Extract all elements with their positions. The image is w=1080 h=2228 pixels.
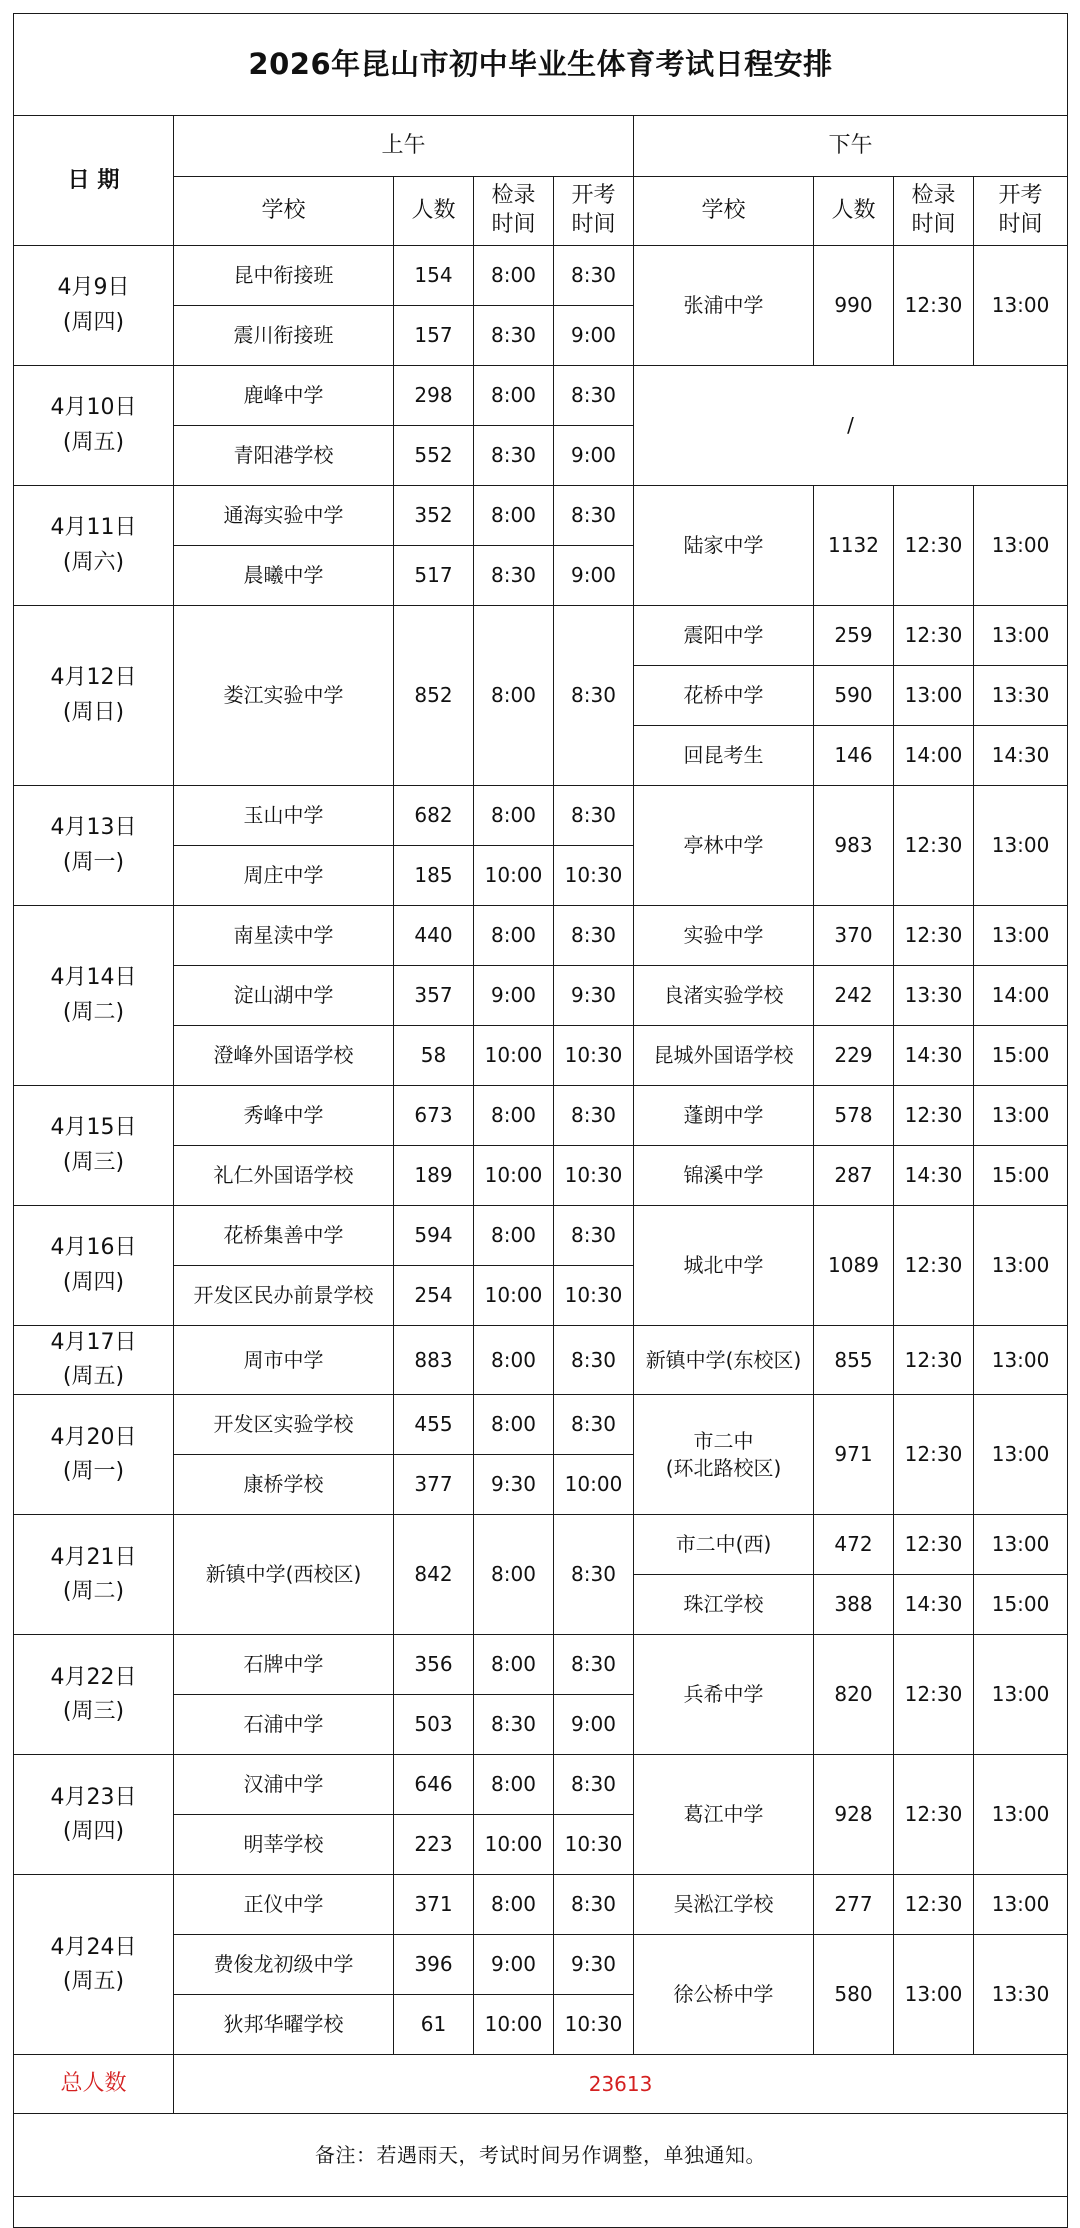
am-checkin-time: 8:30 (474, 546, 554, 606)
am-start-time: 9:00 (554, 426, 634, 486)
am-start-time: 10:30 (554, 1995, 634, 2055)
pm-count: 820 (814, 1635, 894, 1755)
am-start-time: 8:30 (554, 246, 634, 306)
pm-checkin-time: 13:00 (894, 1935, 974, 2055)
pm-school (634, 1395, 814, 1515)
pm-school (634, 1086, 814, 1146)
pm-none: / (634, 366, 1068, 486)
am-start-time: 9:00 (554, 546, 634, 606)
header-pm-start-l2: 时间 (998, 212, 1043, 237)
pm-school (634, 1875, 814, 1935)
date-cell (14, 786, 174, 906)
date-label: 4月13日 (50, 815, 137, 841)
pm-school-name: 新镇中学(东校区) (645, 1347, 802, 1372)
am-count: 254 (394, 1266, 474, 1326)
am-count: 298 (394, 366, 474, 426)
am-checkin-time: 10:00 (474, 846, 554, 906)
header-am-start (554, 177, 634, 246)
weekday-label: (周三) (62, 1698, 125, 1724)
header-am-checkin-l2: 时间 (491, 212, 536, 237)
pm-checkin-time: 13:30 (894, 966, 974, 1026)
pm-school-name: 昆城外国语学校 (653, 1043, 794, 1067)
pm-start-time: 13:00 (974, 1755, 1068, 1875)
pm-school-name: 锦溪中学 (683, 1163, 764, 1187)
pm-count: 287 (814, 1146, 894, 1206)
pm-school (634, 486, 814, 606)
header-am-start-l2: 时间 (571, 212, 616, 237)
am-start-time: 10:30 (554, 1815, 634, 1875)
pm-school (634, 1515, 814, 1575)
pm-start-time: 13:00 (974, 246, 1068, 366)
am-start-time: 10:30 (554, 1146, 634, 1206)
am-start-time: 8:30 (554, 1395, 634, 1455)
pm-checkin-time: 12:30 (894, 606, 974, 666)
am-count: 842 (394, 1515, 474, 1635)
pm-count: 928 (814, 1755, 894, 1875)
pm-school (634, 1206, 814, 1326)
pm-school (634, 606, 814, 666)
header-morning: 上午 (174, 116, 634, 177)
pm-checkin-time: 14:00 (894, 726, 974, 786)
am-start-time: 8:30 (554, 1206, 634, 1266)
pm-count: 370 (814, 906, 894, 966)
weekday-label: (周三) (62, 1149, 125, 1175)
am-count: 356 (394, 1635, 474, 1695)
note: 备注：若遇雨天，考试时间另作调整，单独通知。 (14, 2114, 1068, 2197)
pm-checkin-time: 12:30 (894, 1515, 974, 1575)
pm-checkin-time: 14:30 (894, 1146, 974, 1206)
am-count: 503 (394, 1695, 474, 1755)
pm-school-name: 市二中 (693, 1428, 754, 1453)
date-cell (14, 366, 174, 486)
pm-school (634, 1635, 814, 1755)
table-row (14, 1395, 1068, 1455)
pm-checkin-time: 12:30 (894, 1875, 974, 1935)
pm-count: 990 (814, 246, 894, 366)
date-cell (14, 1515, 174, 1635)
pm-start-time: 13:00 (974, 1206, 1068, 1326)
schedule-table (13, 13, 1068, 2228)
date-label: 4月24日 (50, 1934, 137, 1960)
am-school: 玉山中学 (174, 786, 394, 846)
am-checkin-time: 8:00 (474, 1326, 554, 1395)
am-start-time: 10:30 (554, 846, 634, 906)
total-label: 总人数 (14, 2055, 174, 2114)
am-count: 396 (394, 1935, 474, 1995)
am-count: 594 (394, 1206, 474, 1266)
am-school: 淀山湖中学 (174, 966, 394, 1026)
table-row (14, 366, 1068, 426)
date-cell (14, 1206, 174, 1326)
total-value: 23613 (174, 2055, 1068, 2114)
am-count: 371 (394, 1875, 474, 1935)
pm-school (634, 1326, 814, 1395)
date-label: 4月10日 (50, 395, 137, 421)
am-count: 352 (394, 486, 474, 546)
am-count: 154 (394, 246, 474, 306)
header-pm-count: 人数 (814, 177, 894, 246)
pm-school-campus: (环北路校区) (665, 1455, 782, 1480)
am-start-time: 8:30 (554, 486, 634, 546)
am-start-time: 10:00 (554, 1455, 634, 1515)
table-row (14, 486, 1068, 546)
pm-checkin-time: 14:30 (894, 1575, 974, 1635)
pm-start-time: 15:00 (974, 1146, 1068, 1206)
date-cell (14, 1395, 174, 1515)
pm-count: 983 (814, 786, 894, 906)
pm-start-time: 15:00 (974, 1026, 1068, 1086)
pm-school-name: 回昆考生 (683, 743, 764, 767)
pm-count: 146 (814, 726, 894, 786)
am-count: 377 (394, 1455, 474, 1515)
weekday-label: (周六) (62, 549, 125, 575)
table-row (14, 906, 1068, 966)
am-count: 185 (394, 846, 474, 906)
am-school: 新镇中学(西校区) (174, 1515, 394, 1635)
date-cell (14, 1326, 174, 1395)
pm-school-name: 珠江学校 (683, 1592, 764, 1617)
date-label: 4月14日 (50, 965, 137, 991)
pm-school-name: 良渚实验学校 (663, 983, 784, 1007)
am-checkin-time: 8:00 (474, 1875, 554, 1935)
am-start-time: 9:00 (554, 1695, 634, 1755)
pm-school-name: 徐公桥中学 (673, 1982, 774, 2007)
am-checkin-time: 9:30 (474, 1455, 554, 1515)
am-school: 南星渎中学 (174, 906, 394, 966)
date-cell (14, 1875, 174, 2055)
am-start-time: 10:30 (554, 1266, 634, 1326)
am-count: 157 (394, 306, 474, 366)
header-date: 日 期 (14, 116, 174, 246)
am-school: 秀峰中学 (174, 1086, 394, 1146)
am-start-time: 8:30 (554, 1515, 634, 1635)
pm-school-name: 亭林中学 (683, 833, 764, 857)
pm-count: 1089 (814, 1206, 894, 1326)
am-checkin-time: 10:00 (474, 1995, 554, 2055)
pm-start-time: 13:00 (974, 486, 1068, 606)
pm-checkin-time: 12:30 (894, 1326, 974, 1395)
table-row (14, 1635, 1068, 1695)
date-label: 4月9日 (57, 275, 130, 301)
am-school: 汉浦中学 (174, 1755, 394, 1815)
pm-checkin-time: 12:30 (894, 486, 974, 606)
am-checkin-time: 10:00 (474, 1026, 554, 1086)
table-row (14, 1515, 1068, 1575)
page-title: 2026年昆山市初中毕业生体育考试日程安排 (14, 14, 1068, 116)
schedule-body (14, 246, 1068, 2055)
am-school: 澄峰外国语学校 (174, 1026, 394, 1086)
am-checkin-time: 8:00 (474, 1635, 554, 1695)
pm-count: 242 (814, 966, 894, 1026)
header-am-start-l1: 开考 (571, 183, 616, 209)
table-row (14, 606, 1068, 666)
date-label: 4月12日 (50, 665, 137, 691)
pm-school-name: 城北中学 (683, 1253, 764, 1277)
pm-checkin-time: 12:30 (894, 1755, 974, 1875)
pm-checkin-time: 12:30 (894, 786, 974, 906)
am-checkin-time: 8:30 (474, 426, 554, 486)
date-cell (14, 1755, 174, 1875)
am-checkin-time: 8:30 (474, 306, 554, 366)
am-start-time: 8:30 (554, 366, 634, 426)
am-school: 正仪中学 (174, 1875, 394, 1935)
pm-school-name: 花桥中学 (683, 683, 764, 707)
am-school: 石牌中学 (174, 1635, 394, 1695)
weekday-label: (周一) (62, 1458, 125, 1484)
am-school: 娄江实验中学 (174, 606, 394, 786)
date-cell (14, 906, 174, 1086)
header-pm-start-l1: 开考 (998, 183, 1043, 209)
am-school: 周市中学 (174, 1326, 394, 1395)
pm-checkin-time: 13:00 (894, 666, 974, 726)
weekday-label: (周四) (62, 309, 125, 335)
am-school: 开发区民办前景学校 (174, 1266, 394, 1326)
am-start-time: 9:30 (554, 966, 634, 1026)
pm-count: 971 (814, 1395, 894, 1515)
pm-school-name: 吴淞江学校 (673, 1892, 774, 1917)
pm-school-name: 实验中学 (683, 923, 764, 947)
pm-start-time: 13:00 (974, 1515, 1068, 1575)
am-start-time: 8:30 (554, 1635, 634, 1695)
am-school: 鹿峰中学 (174, 366, 394, 426)
am-school: 狄邦华曜学校 (174, 1995, 394, 2055)
am-checkin-time: 8:00 (474, 486, 554, 546)
pm-checkin-time: 12:30 (894, 1086, 974, 1146)
am-checkin-time: 8:00 (474, 906, 554, 966)
am-count: 646 (394, 1755, 474, 1815)
weekday-label: (周五) (62, 1364, 125, 1390)
am-start-time: 10:30 (554, 1026, 634, 1086)
am-school: 震川衔接班 (174, 306, 394, 366)
table-row (14, 786, 1068, 846)
am-checkin-time: 8:00 (474, 1515, 554, 1635)
am-school: 费俊龙初级中学 (174, 1935, 394, 1995)
am-school: 花桥集善中学 (174, 1206, 394, 1266)
pm-school (634, 1935, 814, 2055)
am-count: 440 (394, 906, 474, 966)
am-checkin-time: 10:00 (474, 1146, 554, 1206)
pm-start-time: 15:00 (974, 1575, 1068, 1635)
date-label: 4月17日 (50, 1330, 137, 1355)
table-row (14, 246, 1068, 306)
pm-start-time: 14:00 (974, 966, 1068, 1026)
header-am-checkin-l1: 检录 (491, 183, 536, 209)
pm-count: 580 (814, 1935, 894, 2055)
pm-start-time: 13:00 (974, 786, 1068, 906)
am-count: 517 (394, 546, 474, 606)
date-label: 4月20日 (50, 1424, 137, 1450)
weekday-label: (周日) (62, 699, 125, 725)
pm-start-time: 13:30 (974, 666, 1068, 726)
am-count: 58 (394, 1026, 474, 1086)
date-cell (14, 1635, 174, 1755)
am-checkin-time: 8:30 (474, 1695, 554, 1755)
pm-school (634, 1575, 814, 1635)
am-checkin-time: 9:00 (474, 1935, 554, 1995)
pm-school (634, 1755, 814, 1875)
header-am-count: 人数 (394, 177, 474, 246)
table-row (14, 1326, 1068, 1395)
pm-start-time: 14:30 (974, 726, 1068, 786)
am-start-time: 9:30 (554, 1935, 634, 1995)
schedule-sheet (13, 13, 1067, 2228)
am-start-time: 8:30 (554, 1086, 634, 1146)
am-school: 晨曦中学 (174, 546, 394, 606)
am-checkin-time: 8:00 (474, 1755, 554, 1815)
am-start-time: 8:30 (554, 906, 634, 966)
table-row (14, 1086, 1068, 1146)
pm-start-time: 13:00 (974, 906, 1068, 966)
table-row (14, 1755, 1068, 1815)
header-pm-checkin-l1: 检录 (911, 183, 956, 209)
am-start-time: 8:30 (554, 1755, 634, 1815)
am-checkin-time: 8:00 (474, 1086, 554, 1146)
am-start-time: 8:30 (554, 786, 634, 846)
pm-school (634, 1026, 814, 1086)
pm-school (634, 786, 814, 906)
am-checkin-time: 8:00 (474, 1395, 554, 1455)
weekday-label: (周五) (62, 429, 125, 455)
date-label: 4月16日 (50, 1235, 137, 1261)
pm-school-name: 葛江中学 (683, 1802, 764, 1827)
weekday-label: (周二) (62, 1578, 125, 1604)
weekday-label: (周四) (62, 1818, 125, 1844)
pm-school-name: 震阳中学 (683, 623, 764, 647)
pm-school (634, 726, 814, 786)
pm-count: 388 (814, 1575, 894, 1635)
pm-school-name: 市二中(西) (675, 1532, 772, 1557)
weekday-label: (周一) (62, 849, 125, 875)
header-am-school: 学校 (174, 177, 394, 246)
header-pm-checkin (894, 177, 974, 246)
am-checkin-time: 8:00 (474, 606, 554, 786)
pm-start-time: 13:00 (974, 1635, 1068, 1755)
date-label: 4月11日 (50, 515, 137, 541)
header-pm-school: 学校 (634, 177, 814, 246)
am-checkin-time: 10:00 (474, 1815, 554, 1875)
am-start-time: 9:00 (554, 306, 634, 366)
am-checkin-time: 8:00 (474, 366, 554, 426)
am-checkin-time: 8:00 (474, 786, 554, 846)
pm-count: 855 (814, 1326, 894, 1395)
pm-school-name: 陆家中学 (683, 533, 764, 557)
am-count: 852 (394, 606, 474, 786)
weekday-label: (周二) (62, 999, 125, 1025)
pm-school (634, 666, 814, 726)
am-start-time: 8:30 (554, 1326, 634, 1395)
date-cell (14, 486, 174, 606)
am-count: 552 (394, 426, 474, 486)
weekday-label: (周四) (62, 1269, 125, 1295)
am-school: 青阳港学校 (174, 426, 394, 486)
pm-checkin-time: 12:30 (894, 906, 974, 966)
header-am-checkin (474, 177, 554, 246)
table-row (14, 1875, 1068, 1935)
header-pm-checkin-l2: 时间 (911, 212, 956, 237)
pm-count: 259 (814, 606, 894, 666)
pm-count: 578 (814, 1086, 894, 1146)
weekday-label: (周五) (62, 1968, 125, 1994)
pm-checkin-time: 12:30 (894, 1635, 974, 1755)
am-school: 康桥学校 (174, 1455, 394, 1515)
am-count: 357 (394, 966, 474, 1026)
pm-school-name: 张浦中学 (683, 293, 764, 317)
footer-strip (14, 2197, 1068, 2228)
table-row (14, 1206, 1068, 1266)
pm-count: 229 (814, 1026, 894, 1086)
pm-start-time: 13:00 (974, 1395, 1068, 1515)
pm-school (634, 966, 814, 1026)
pm-checkin-time: 12:30 (894, 246, 974, 366)
pm-school-name: 蓬朗中学 (683, 1103, 764, 1127)
am-school: 明莘学校 (174, 1815, 394, 1875)
am-school: 石浦中学 (174, 1695, 394, 1755)
am-school: 周庄中学 (174, 846, 394, 906)
am-count: 682 (394, 786, 474, 846)
header-pm-start (974, 177, 1068, 246)
pm-checkin-time: 12:30 (894, 1206, 974, 1326)
date-label: 4月23日 (50, 1784, 137, 1810)
am-school: 开发区实验学校 (174, 1395, 394, 1455)
am-count: 189 (394, 1146, 474, 1206)
pm-start-time: 13:00 (974, 1086, 1068, 1146)
pm-start-time: 13:00 (974, 1875, 1068, 1935)
am-start-time: 8:30 (554, 1875, 634, 1935)
pm-count: 590 (814, 666, 894, 726)
am-school: 昆中衔接班 (174, 246, 394, 306)
am-start-time: 8:30 (554, 606, 634, 786)
am-count: 455 (394, 1395, 474, 1455)
am-count: 61 (394, 1995, 474, 2055)
pm-start-time: 13:30 (974, 1935, 1068, 2055)
date-label: 4月21日 (50, 1544, 137, 1570)
date-label: 4月15日 (50, 1115, 137, 1141)
date-cell (14, 606, 174, 786)
pm-school (634, 906, 814, 966)
am-count: 673 (394, 1086, 474, 1146)
am-checkin-time: 10:00 (474, 1266, 554, 1326)
pm-count: 1132 (814, 486, 894, 606)
pm-start-time: 13:00 (974, 606, 1068, 666)
am-checkin-time: 8:00 (474, 1206, 554, 1266)
am-count: 223 (394, 1815, 474, 1875)
pm-count: 472 (814, 1515, 894, 1575)
pm-checkin-time: 14:30 (894, 1026, 974, 1086)
pm-start-time: 13:00 (974, 1326, 1068, 1395)
am-checkin-time: 8:00 (474, 246, 554, 306)
pm-school-name: 兵希中学 (683, 1682, 764, 1707)
pm-school (634, 1146, 814, 1206)
pm-school (634, 246, 814, 366)
am-count: 883 (394, 1326, 474, 1395)
am-school: 通海实验中学 (174, 486, 394, 546)
date-label: 4月22日 (50, 1664, 137, 1690)
date-cell (14, 246, 174, 366)
am-checkin-time: 9:00 (474, 966, 554, 1026)
date-cell (14, 1086, 174, 1206)
am-school: 礼仁外国语学校 (174, 1146, 394, 1206)
pm-checkin-time: 12:30 (894, 1395, 974, 1515)
pm-count: 277 (814, 1875, 894, 1935)
header-afternoon: 下午 (634, 116, 1068, 177)
